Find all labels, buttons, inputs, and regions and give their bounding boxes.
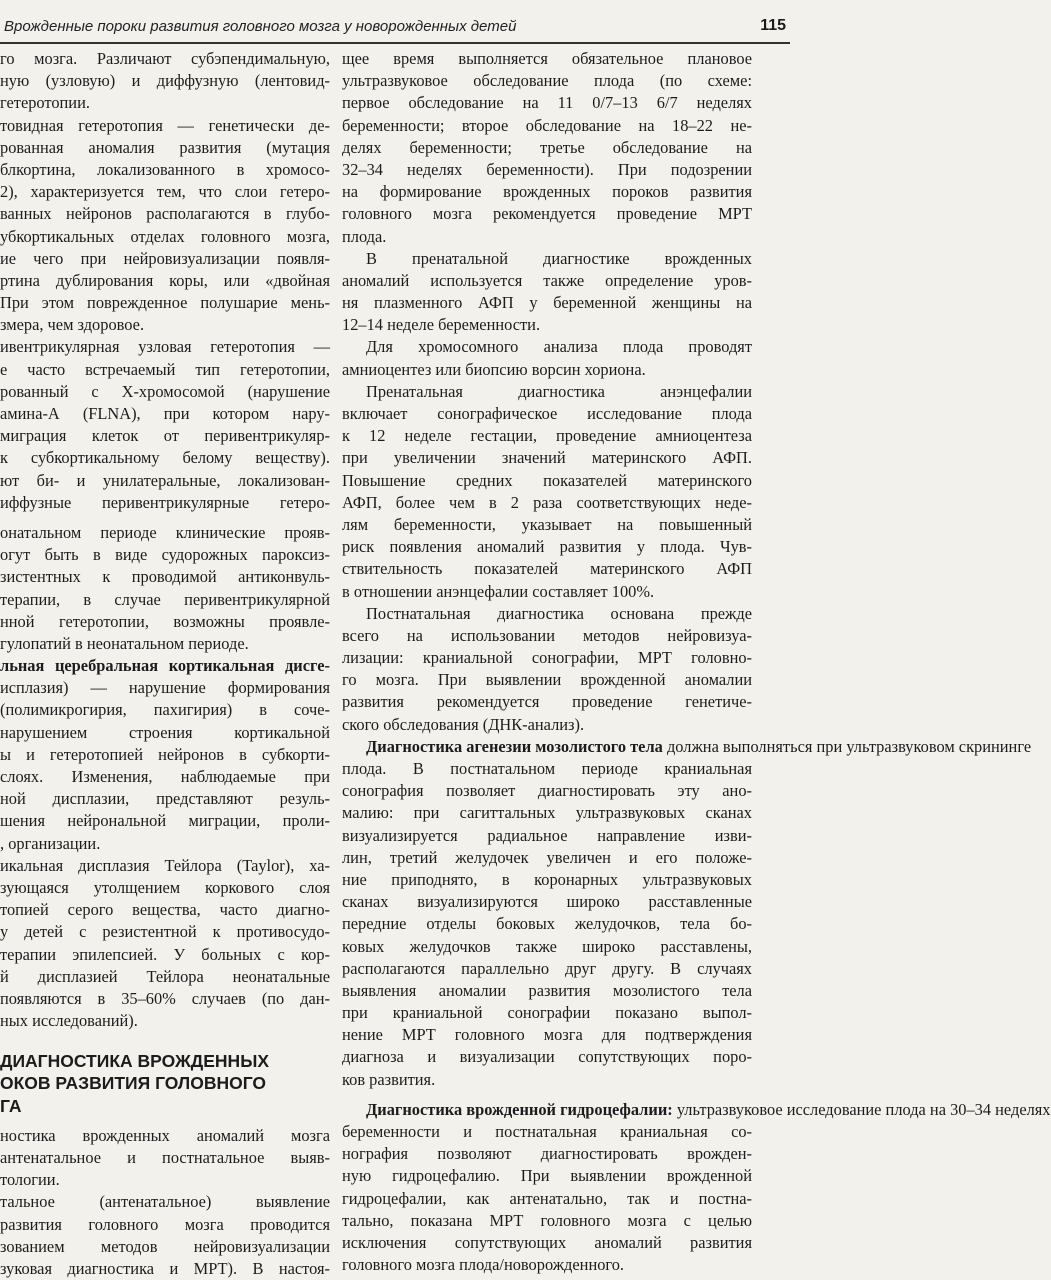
text-line: исключения сопутствующих аномалий развития: [342, 1232, 752, 1252]
text-line: при увеличении значений материнского АФП.: [342, 448, 752, 468]
section-heading: ОКОВ РАЗВИТИЯ ГОЛОВНОГО: [0, 1073, 267, 1094]
text-line: гетеротопии.: [0, 93, 90, 113]
right-column: [342, 48, 1051, 1276]
text-line: риск появления аномалий развития у плода. Чув-: [342, 537, 752, 557]
header-rule: [0, 42, 790, 44]
text-line: делях беременности; третье обследование на: [342, 137, 752, 157]
running-header: [0, 12, 800, 42]
text-line: 32–34 неделях беременности). При подозрении: [342, 159, 752, 179]
paragraph-gap: [0, 514, 330, 522]
text-line: на формирование врожденных пороков развития: [342, 182, 752, 202]
text-line: диагноза и визуализации сопутствующих поро-: [342, 1047, 752, 1067]
text-line: ртина дублирования коры, или «двойная: [0, 270, 330, 290]
text-line: появляются в 35–60% случаев (по дан-: [0, 988, 330, 1008]
text-line: [342, 1099, 1051, 1121]
text-line: гидроцефалии, как антенатально, так и постна-: [342, 1188, 752, 1208]
text-line: сонография позволяет диагностировать эту ано-: [342, 781, 752, 801]
text-line: Постнатальная диагностика основана прежде: [366, 603, 752, 623]
text-line: иффузные перивентрикулярные гетеро-: [0, 492, 330, 512]
page-number: 115: [760, 17, 786, 34]
text-line: головного мозга рекомендуется проведение МРТ: [342, 204, 752, 224]
text-line: [342, 736, 1032, 758]
text-line: терапии эпилепсией. У больных с кор-: [0, 944, 330, 964]
text-line: ванных нейронов располагаются в глубо-: [0, 204, 330, 224]
text-line: ную (узловую) и диффузную (лентовид-: [0, 71, 330, 91]
text-line: При этом поврежденное полушарие мень-: [0, 293, 330, 313]
text-line: зованием методов нейровизуализации: [0, 1236, 330, 1256]
section-heading: ДИАГНОСТИКА ВРОЖДЕННЫХ: [0, 1051, 270, 1072]
text-line: исплазия) — нарушение формирования: [0, 678, 330, 698]
text-line: ют би- и унилатеральные, локализован-: [0, 470, 330, 490]
text-line: всего на использовании методов нейровизуа-: [342, 625, 752, 645]
text-line: включает сонографическое исследование плода: [342, 404, 752, 423]
text-line: лям беременности, указывает на повышенный: [342, 514, 752, 534]
text-line: ков развития.: [342, 1069, 436, 1089]
text-line: 12–14 неделе беременности.: [342, 315, 541, 335]
text-line: 2), характеризуется тем, что слои гетеро-: [0, 182, 330, 202]
section-gap: [0, 1117, 330, 1125]
text-line: располагаются параллельно друг другу. В случаях: [342, 958, 752, 978]
text-line: огут быть в виде судорожных пароксиз-: [0, 545, 330, 565]
text-line: амниоцентез или биопсию ворсин хориона.: [342, 359, 646, 379]
text-line: выявления аномалии развития мозолистого тела: [342, 980, 752, 1000]
text-line: нарушением строения кортикальной: [0, 722, 330, 742]
text-line: икальная дисплазия Тейлора (Taylor), ха-: [0, 855, 330, 875]
text-line: топией серого вещества, часто диагно-: [0, 900, 330, 920]
text-line: товидная гетеротопия — генетически де-: [0, 115, 330, 135]
agenesis-heading: Диагностика агенезии мозолистого тела: [366, 736, 663, 756]
text-line: беременности и постнатальная краниальная со-: [342, 1122, 752, 1141]
text-line: ы и гетеротопией нейронов в субкорти-: [0, 744, 330, 764]
text-line: развития головного мозга проводится: [0, 1214, 330, 1234]
text-line: ковых желудочков также широко расставлены,: [342, 936, 752, 956]
text-line: у детей с резистентной к противосудо-: [0, 922, 330, 942]
text-line: ствительность показателей материнского АФП: [342, 559, 752, 579]
text-line: зистентных к проводимой антиконвуль-: [0, 567, 330, 587]
text-line-tail: должна выполняться при ультразвуковом скрининге: [666, 736, 1032, 756]
text-line: в отношении анэнцефалии составляет 100%.: [342, 581, 655, 601]
text-line: ние приподнято, в коронарных ультразвуковых: [342, 869, 752, 889]
text-line: щее время выполняется обязательное плановое: [342, 49, 752, 68]
text-line: аномалий используется также определение уров-: [342, 270, 752, 290]
text-line: при краниальной сонографии показано выпол-: [342, 1003, 752, 1023]
text-line: ультразвуковое обследование плода (по схеме:: [342, 71, 752, 91]
text-line: льная церебральная кортикальная дисге-: [0, 656, 330, 676]
text-line: гулопатий в неонатальном периоде.: [0, 633, 249, 653]
text-line: миграция клеток от перивентрикуляр-: [0, 426, 330, 446]
text-line: Пренатальная диагностика анэнцефалии: [366, 381, 752, 401]
text-line: ского обследования (ДНК-анализ).: [342, 714, 585, 734]
text-line: рованный с Х-хромосомой (нарушение: [0, 381, 330, 401]
text-line: беременности; второе обследование на 18–22 не-: [342, 115, 752, 135]
text-line: лизации: краниальной сонографии, МРТ головно-: [342, 648, 752, 668]
text-line: онатальном периоде клинические прояв-: [0, 522, 330, 542]
text-line: тально, показана МРТ головного мозга с целью: [342, 1210, 752, 1230]
text-line: Для хромосомного анализа плода проводят: [366, 337, 752, 357]
text-line: АФП, более чем в 2 раза соответствующих неде-: [342, 492, 752, 512]
text-line: нной гетеротопии, возможны проявле-: [0, 611, 330, 631]
text-line: первое обследование на 11 0/7–13 6/7 неделях: [342, 93, 752, 113]
text-line: тальное (антенатальное) выявление: [0, 1192, 330, 1212]
text-line: нография позволяют диагностировать врожден-: [342, 1144, 752, 1164]
text-line: ня плазменного АФП у беременной женщины на: [342, 293, 752, 313]
text-line: шения нейрональной миграции, проли-: [0, 811, 330, 831]
text-line: змера, чем здоровое.: [0, 315, 145, 335]
hydrocephalus-heading: Диагностика врожденной гидроцефалии:: [366, 1099, 673, 1119]
text-line: В пренатальной диагностике врожденных: [366, 248, 752, 268]
text-line: сканах визуализируются широко расставленные: [342, 892, 752, 912]
text-line: убкортикальных отделах головного мозга,: [0, 226, 330, 246]
text-line: слоях. Изменения, наблюдаемые при: [0, 767, 330, 786]
text-line: развития рекомендуется проведение генетиче-: [342, 692, 752, 712]
text-line: го мозга. При выявлении врожденной аномалии: [342, 670, 752, 690]
text-line: ную гидроцефалию. При выявлении врожденной: [342, 1166, 752, 1186]
text-line: , организации.: [0, 833, 101, 853]
text-line: зуковая диагностика и МРТ). В настоя-: [0, 1258, 330, 1278]
text-line: зующаяся утолщением коркового слоя: [0, 877, 330, 897]
text-line: к субкортикальному белому веществу).: [0, 448, 330, 468]
text-line: малию: при сагиттальных ультразвуковых сканах: [342, 803, 752, 823]
text-line: антенатальное и постнатальное выяв-: [0, 1148, 330, 1167]
running-header-title: Врожденные пороки развития головного мозга у новорожденных детей: [4, 18, 517, 35]
text-line: ных исследований).: [0, 1011, 138, 1031]
text-line: нение МРТ головного мозга для подтверждения: [342, 1025, 752, 1045]
text-line: к 12 неделе гестации, проведение амниоцентеза: [342, 426, 752, 446]
text-line: амина-А (FLNA), при котором нару-: [0, 404, 330, 423]
text-line: го мозга. Различают субэпендимальную,: [0, 49, 330, 68]
text-line: терапии, в случае перивентрикулярной: [0, 589, 330, 609]
text-line: блкортина, локализованного в хромосо-: [0, 159, 330, 179]
text-line: визуализируется радиальное направление изви-: [342, 825, 752, 845]
text-line: тологии.: [0, 1170, 60, 1190]
text-line: ностика врожденных аномалий мозга: [0, 1125, 330, 1145]
text-line: Повышение средних показателей материнского: [342, 470, 752, 490]
left-column: [0, 48, 330, 1280]
text-line: плода. В постнатальном периоде краниальная: [342, 759, 752, 778]
text-line: лин, третий желудочек увеличен и его положе-: [342, 847, 752, 867]
text-line: передние отделы боковых желудочков, тела бо-: [342, 914, 752, 934]
text-line-tail: ультразвуковое исследование плода на 30–34 неделях: [676, 1099, 1051, 1119]
section-gap: [0, 1032, 330, 1050]
text-line: ной дисплазии, представляют резуль-: [0, 789, 330, 809]
text-line: е часто встречаемый тип гетеротопии,: [0, 359, 330, 379]
text-line: головного мозга плода/новорожденного.: [342, 1255, 625, 1275]
text-line: ивентрикулярная узловая гетеротопия —: [0, 337, 330, 357]
paragraph-gap: [342, 1091, 752, 1099]
text-line: плода.: [342, 226, 387, 246]
section-heading: ГА: [0, 1095, 22, 1116]
text-line: ие чего при нейровизуализации появля-: [0, 248, 330, 268]
text-line: рованная аномалия развития (мутация: [0, 137, 330, 157]
text-line: (полимикрогирия, пахигирия) в соче-: [0, 700, 330, 720]
text-line: й дисплазией Тейлора неонатальные: [0, 966, 330, 986]
